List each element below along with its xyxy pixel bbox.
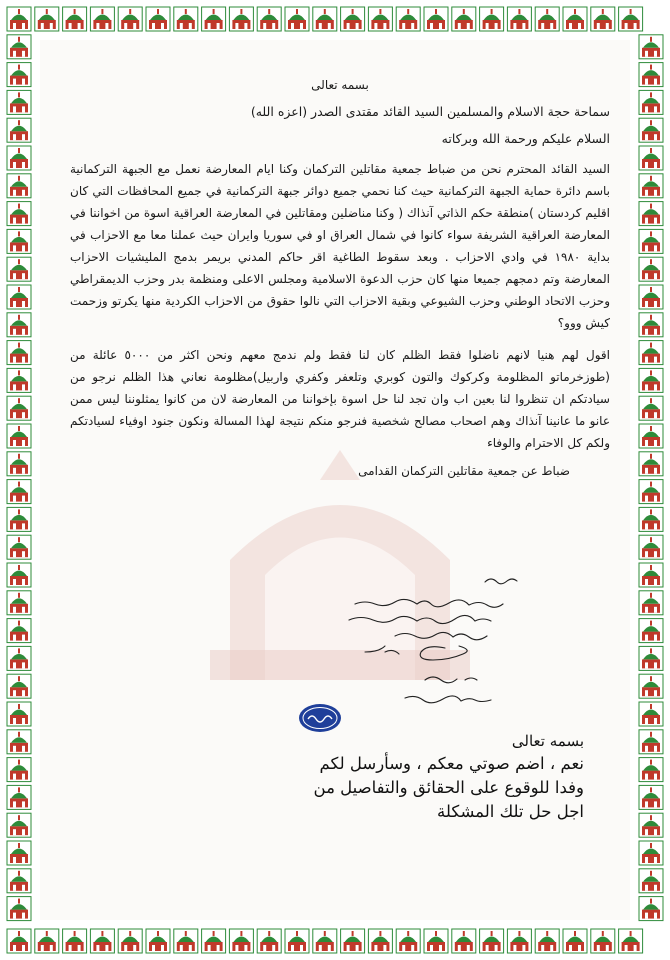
border-mosque-tile <box>535 929 559 953</box>
border-mosque-tile <box>507 7 531 31</box>
border-mosque-tile <box>174 7 198 31</box>
border-mosque-tile <box>285 929 309 953</box>
border-mosque-tile <box>257 929 281 953</box>
letter-paragraph-1: السيد القائد المحترم نحن من ضباط جمعية مقاتلين التركمان وكنا ايام المعارضة نعمل مع الجبهة التركمانية باسم دائرة حماية الجبهة التركمانية حيث كنا نحمي جميع دوائر جبهة التركمانية في جميع المحافظات التي كان اقليم كردستان )منطقة حكم الذاتي آنذاك ( وكنا مناضلين ومقاتلين في المعارضة العراقية اسوة من اخواننا في المعارضة العراقية الشريفة سواء كانوا في شمال العراق او في سوريا وايران حيث عملنا معا مع الاحزاب في بداية ١٩٨٠ في وادي الاحزاب . وبعد سقوط الطاغية اقر حاكم المدني بريمر بدمج المليشيات الاحزاب المعارضة وتم دمجهم جميعا منها كان حزب الدعوة الاسلامية ومجلس الاعلى ومنظمة بدر وحزب الديمقراطي وحزب الاتحاد الوطني وحزب الشيوعي وبقية الاحزاب التي نالوا حقوق من الاحزاب الكردية منها يكرتو وزحمت كيش ووو؟ <box>70 162 610 330</box>
border-mosque-tile <box>229 929 253 953</box>
border-mosque-tile <box>591 7 615 31</box>
border-mosque-tile <box>639 646 663 670</box>
border-mosque-tile <box>639 118 663 142</box>
handwritten-reply-signature <box>335 568 555 718</box>
border-mosque-tile <box>507 929 531 953</box>
border-mosque-tile <box>639 63 663 87</box>
reply-line-2: وفدا للوقوع على الحقائق والتفاصيل من <box>313 778 584 797</box>
border-mosque-tile <box>639 785 663 809</box>
border-mosque-tile <box>639 591 663 615</box>
border-mosque-tile <box>7 257 31 281</box>
border-mosque-tile <box>35 929 59 953</box>
border-mosque-tile <box>639 341 663 365</box>
border-mosque-tile <box>639 480 663 504</box>
typed-reply-note <box>254 730 584 824</box>
border-mosque-tile <box>639 424 663 448</box>
border-mosque-tile <box>7 35 31 59</box>
border-mosque-tile <box>619 929 643 953</box>
border-mosque-tile <box>480 7 504 31</box>
border-mosque-tile <box>7 146 31 170</box>
border-mosque-tile <box>7 396 31 420</box>
border-mosque-tile <box>7 7 31 31</box>
border-mosque-tile <box>639 619 663 643</box>
letter-body <box>70 78 610 478</box>
border-mosque-tile <box>424 7 448 31</box>
border-mosque-tile <box>7 646 31 670</box>
border-mosque-tile <box>7 118 31 142</box>
border-mosque-tile <box>118 929 142 953</box>
border-mosque-tile <box>639 35 663 59</box>
border-mosque-tile <box>639 702 663 726</box>
border-mosque-tile <box>7 563 31 587</box>
letter-sender: ضباط عن جمعية مقاتلين التركمان القدامى <box>358 464 570 478</box>
border-mosque-tile <box>90 929 114 953</box>
border-mosque-tile <box>639 146 663 170</box>
border-mosque-tile <box>174 929 198 953</box>
border-mosque-tile <box>639 285 663 309</box>
border-mosque-tile <box>639 368 663 392</box>
border-mosque-tile <box>341 929 365 953</box>
border-mosque-tile <box>639 674 663 698</box>
border-mosque-tile <box>7 897 31 921</box>
border-mosque-tile <box>424 929 448 953</box>
letter-paragraph-2: اقول لهم هنيا لانهم ناضلوا فقط الظلم كان لنا فقط ولم ندمج معهم ونحن اكثر من ٥٠٠٠ عائلة من (طوزخرماتو المظلومة وكركوك والتون كوبري وتلعفر وكفري واربيل)مظلومة نعاني هذا الظلم نرجو من سيادتكم ان تنظروا لنا بعين اب وان تجد لنا حل اسوة بإخواننا من المعارضة لان من كانوا يمثلوننا ليس ممن عانو ما عانينا آنذاك وهم اصحاب مصالح شخصية فنرجو منكم نتيجة لهذا المسالة ونكون جنود اوفياء لسيادتكم ولكم كل الاحترام والوفاء <box>70 348 610 450</box>
border-mosque-tile <box>7 368 31 392</box>
border-mosque-tile <box>452 929 476 953</box>
border-mosque-tile <box>7 674 31 698</box>
border-mosque-tile <box>63 7 87 31</box>
border-mosque-tile <box>563 929 587 953</box>
border-mosque-tile <box>146 7 170 31</box>
border-mosque-tile <box>639 813 663 837</box>
border-mosque-tile <box>7 90 31 114</box>
border-mosque-tile <box>639 90 663 114</box>
border-mosque-tile <box>7 452 31 476</box>
border-mosque-tile <box>639 229 663 253</box>
border-mosque-tile <box>639 452 663 476</box>
border-mosque-tile <box>639 869 663 893</box>
reply-line-3: اجل حل تلك المشكلة <box>437 802 584 821</box>
border-mosque-tile <box>146 929 170 953</box>
border-mosque-tile <box>229 7 253 31</box>
border-mosque-tile <box>7 313 31 337</box>
border-mosque-tile <box>7 929 31 953</box>
border-mosque-tile <box>396 929 420 953</box>
border-mosque-tile <box>7 480 31 504</box>
border-mosque-tile <box>7 285 31 309</box>
border-mosque-tile <box>639 897 663 921</box>
border-mosque-tile <box>7 535 31 559</box>
letter-basmala: بسمه تعالى <box>311 78 369 92</box>
border-mosque-tile <box>257 7 281 31</box>
border-mosque-tile <box>202 7 226 31</box>
border-mosque-tile <box>90 7 114 31</box>
border-mosque-tile <box>639 174 663 198</box>
reply-title: بسمه تعالى <box>511 732 584 750</box>
border-mosque-tile <box>639 313 663 337</box>
border-mosque-tile <box>63 929 87 953</box>
border-mosque-tile <box>7 63 31 87</box>
border-mosque-tile <box>639 730 663 754</box>
border-mosque-tile <box>313 7 337 31</box>
border-mosque-tile <box>202 929 226 953</box>
border-mosque-tile <box>368 7 392 31</box>
border-mosque-tile <box>7 202 31 226</box>
border-mosque-tile <box>396 7 420 31</box>
border-mosque-tile <box>341 7 365 31</box>
reply-line-1: نعم ، اضم صوتي معكم ، وسأرسل لكم <box>319 754 584 773</box>
border-mosque-tile <box>7 702 31 726</box>
border-mosque-tile <box>313 929 337 953</box>
border-mosque-tile <box>7 341 31 365</box>
border-mosque-tile <box>7 869 31 893</box>
border-mosque-tile <box>368 929 392 953</box>
border-mosque-tile <box>639 758 663 782</box>
border-mosque-tile <box>619 7 643 31</box>
border-mosque-tile <box>118 7 142 31</box>
border-mosque-tile <box>639 535 663 559</box>
border-mosque-tile <box>7 591 31 615</box>
border-mosque-tile <box>35 7 59 31</box>
border-mosque-tile <box>7 785 31 809</box>
blue-seal-stamp <box>298 703 342 733</box>
letter-addressee: سماحة حجة الاسلام والمسلمين السيد القائد مقتدى الصدر (اعزه الله) <box>250 104 610 119</box>
border-mosque-tile <box>639 563 663 587</box>
border-mosque-tile <box>7 619 31 643</box>
border-mosque-tile <box>7 730 31 754</box>
border-mosque-tile <box>639 257 663 281</box>
border-mosque-tile <box>7 424 31 448</box>
border-mosque-tile <box>7 229 31 253</box>
border-mosque-tile <box>7 174 31 198</box>
border-mosque-tile <box>639 507 663 531</box>
border-mosque-tile <box>535 7 559 31</box>
border-mosque-tile <box>591 929 615 953</box>
letter-greeting: السلام عليكم ورحمة الله وبركاته <box>441 131 610 146</box>
border-mosque-tile <box>639 202 663 226</box>
border-mosque-tile <box>563 7 587 31</box>
border-mosque-tile <box>452 7 476 31</box>
border-mosque-tile <box>639 841 663 865</box>
border-mosque-tile <box>7 841 31 865</box>
border-mosque-tile <box>7 507 31 531</box>
border-mosque-tile <box>480 929 504 953</box>
border-mosque-tile <box>639 396 663 420</box>
border-mosque-tile <box>7 758 31 782</box>
border-mosque-tile <box>285 7 309 31</box>
border-mosque-tile <box>7 813 31 837</box>
